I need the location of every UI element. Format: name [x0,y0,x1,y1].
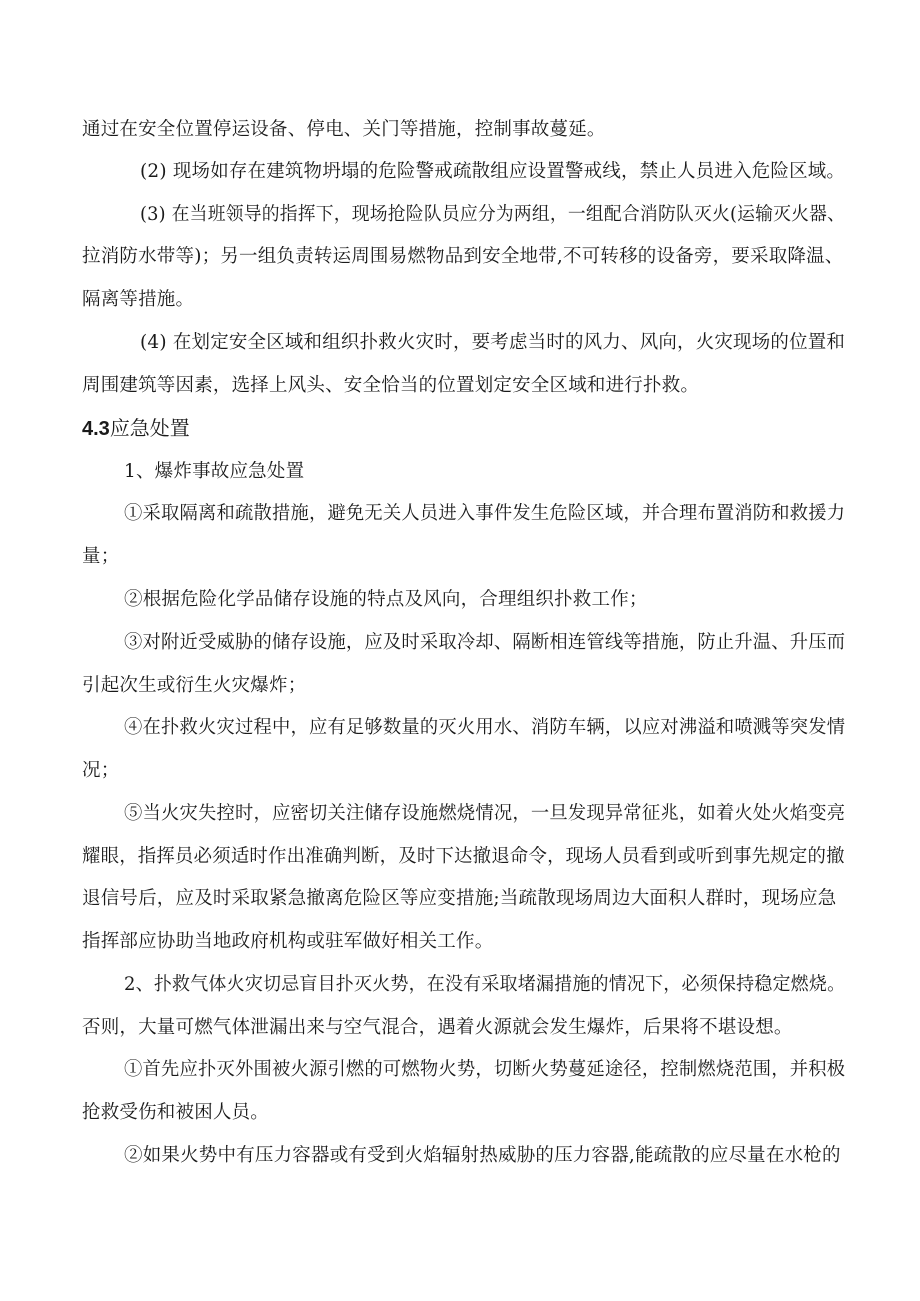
text-line: 引起次生或衍生火灾爆炸； [82,675,307,696]
text-line: (3) 在当班领导的指挥下，现场抢险队员应分为两组，一组配合消防队灭火(运输灭火器、 [140,204,846,225]
text-line: 况； [82,760,120,781]
text-line: ④在扑救火灾过程中，应有足够数量的灭火用水、消防车辆，以应对沸溢和喷溅等突发情 [124,717,846,738]
text-line: ③对附近受威胁的储存设施，应及时采取冷却、隔断相连管线等措施，防止升温、升压而 [124,632,846,653]
text-line: 隔离等措施。 [82,289,195,310]
section-title: 应急处置 [109,416,190,440]
text-line: 量； [82,546,120,567]
text-line: 2、扑救气体火灾切忌盲目扑灭火势，在没有采取堵漏措施的情况下，必须保持稳定燃烧。 [124,974,846,995]
text-line: 周围建筑等因素，选择上风头、安全恰当的位置划定安全区域和进行扑救。 [82,375,700,396]
text-line: ①首先应扑灭外围被火源引燃的可燃物火势，切断火势蔓延途径，控制燃烧范围，并积极 [124,1059,846,1080]
text-line: ⑤当火灾失控时，应密切关注储存设施燃烧情况，一旦发现异常征兆，如着火处火焰变亮 [124,803,846,824]
text-line: 1、爆炸事故应急处置 [124,461,305,482]
text-line: 通过在安全位置停运设备、停电、关门等措施，控制事故蔓延。 [82,119,606,140]
text-line: ①采取隔离和疏散措施，避免无关人员进入事件发生危险区域，并合理布置消防和救援力 [124,503,846,524]
text-line: (2) 现场如存在建筑物坍塌的危险警戒疏散组应设置警戒线，禁止人员进入危险区域。 [140,161,846,182]
section-heading [82,415,190,442]
text-line: ②如果火势中有压力容器或有受到火焰辐射热威胁的压力容器,能疏散的应尽量在水枪的 [124,1145,841,1166]
text-line: 抢救受伤和被困人员。 [82,1102,270,1123]
section-number: 4.3 [82,418,110,440]
text-line: 耀眼，指挥员必须适时作出准确判断，及时下达撤退命令，现场人员看到或听到事先规定的撤 [82,846,845,867]
text-line: 拉消防水带等)；另一组负责转运周围易燃物品到安全地带,不可转移的设备旁，要采取降温、 [82,246,844,267]
text-line: 否则，大量可燃气体泄漏出来与空气混合，遇着火源就会发生爆炸，后果将不堪设想。 [82,1017,793,1038]
text-line: 退信号后，应及时采取紧急撤离危险区等应变措施;当疏散现场周边大面积人群时，现场应急 [82,888,837,909]
text-line: 指挥部应协助当地政府机构或驻军做好相关工作。 [82,931,494,952]
text-line: (4) 在划定安全区域和组织扑救火灾时，要考虑当时的风力、风向，火灾现场的位置和 [140,332,846,353]
text-line: ②根据危险化学品储存设施的特点及风向，合理组织扑救工作； [124,589,648,610]
